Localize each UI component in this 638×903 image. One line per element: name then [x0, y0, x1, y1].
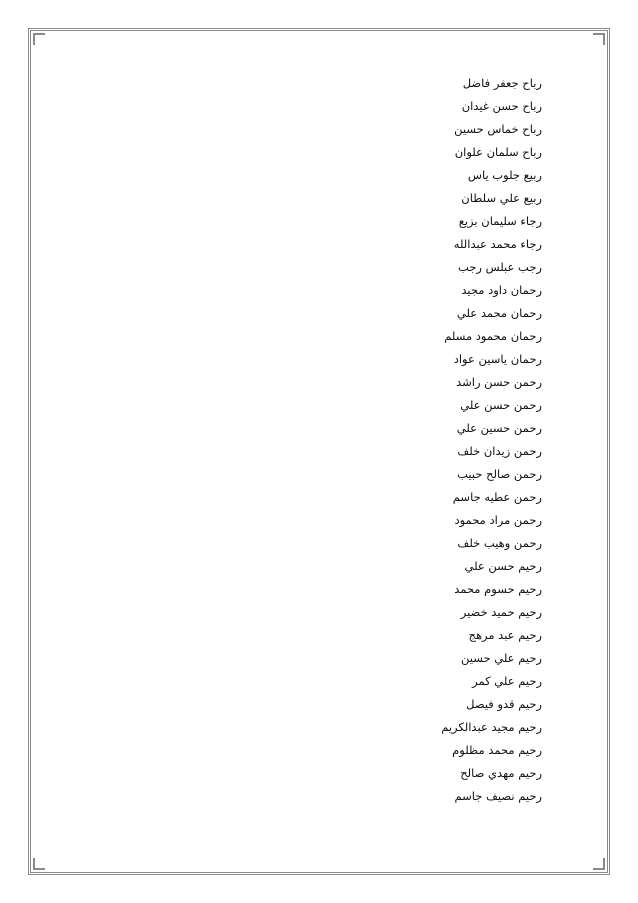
name-item: رحيم نصيف جاسم	[454, 789, 542, 803]
corner-ornament	[593, 858, 605, 870]
name-item: رحمن وهيب خلف	[457, 536, 542, 550]
name-item: رحمن مراد محمود	[454, 513, 542, 527]
name-item: رحمن زيدان خلف	[457, 444, 542, 458]
name-item: ربيع علي سلطان	[461, 191, 542, 205]
name-item: رحيم حسن علي	[464, 559, 542, 573]
name-item: رحيم حميد خضير	[460, 605, 542, 619]
name-item: رحمان محمود مسلم	[444, 329, 542, 343]
name-item: رحيم علي كمر	[472, 674, 542, 688]
name-item: ربيع جلوب ياس	[467, 168, 542, 182]
names-list	[282, 72, 542, 808]
name-item: رحيم عبد مرهج	[468, 628, 542, 642]
name-item: رحمان ياسين عواد	[453, 352, 542, 366]
name-item: رحمن صالح حبيب	[457, 467, 542, 481]
name-item: رجب عبلس رجب	[457, 260, 542, 274]
name-item: رحمن حسن علي	[460, 398, 542, 412]
name-item: رحيم مجيد عبدالكريم	[441, 720, 542, 734]
name-item: رحيم علي حسين	[461, 651, 542, 665]
name-item: رباح خماس حسين	[454, 122, 542, 136]
name-item: رحمن حسين علي	[456, 421, 542, 435]
name-item: رحيم محمد مظلوم	[452, 743, 542, 757]
name-item: رحيم حسوم محمد	[454, 582, 542, 596]
name-item: رحمن عطيه جاسم	[452, 490, 542, 504]
name-item: رحمن حسن راشد	[456, 375, 542, 389]
name-item: رحمان محمد علي	[456, 306, 542, 320]
corner-ornament	[33, 858, 45, 870]
corner-ornament	[593, 33, 605, 45]
corner-ornament	[33, 33, 45, 45]
name-item: رحمان داود مجيد	[461, 283, 542, 297]
name-item: رحيم قدو فيصل	[466, 697, 542, 711]
name-item: رجاء سليمان بزيع	[458, 214, 542, 228]
name-item: رباح جعفر فاضل	[462, 76, 542, 90]
name-item: رجاء محمد عبدالله	[453, 237, 542, 251]
name-item: رحيم مهدي صالح	[460, 766, 542, 780]
name-item: رباح سلمان علوان	[454, 145, 542, 159]
name-item: رباح حسن غيدان	[461, 99, 542, 113]
